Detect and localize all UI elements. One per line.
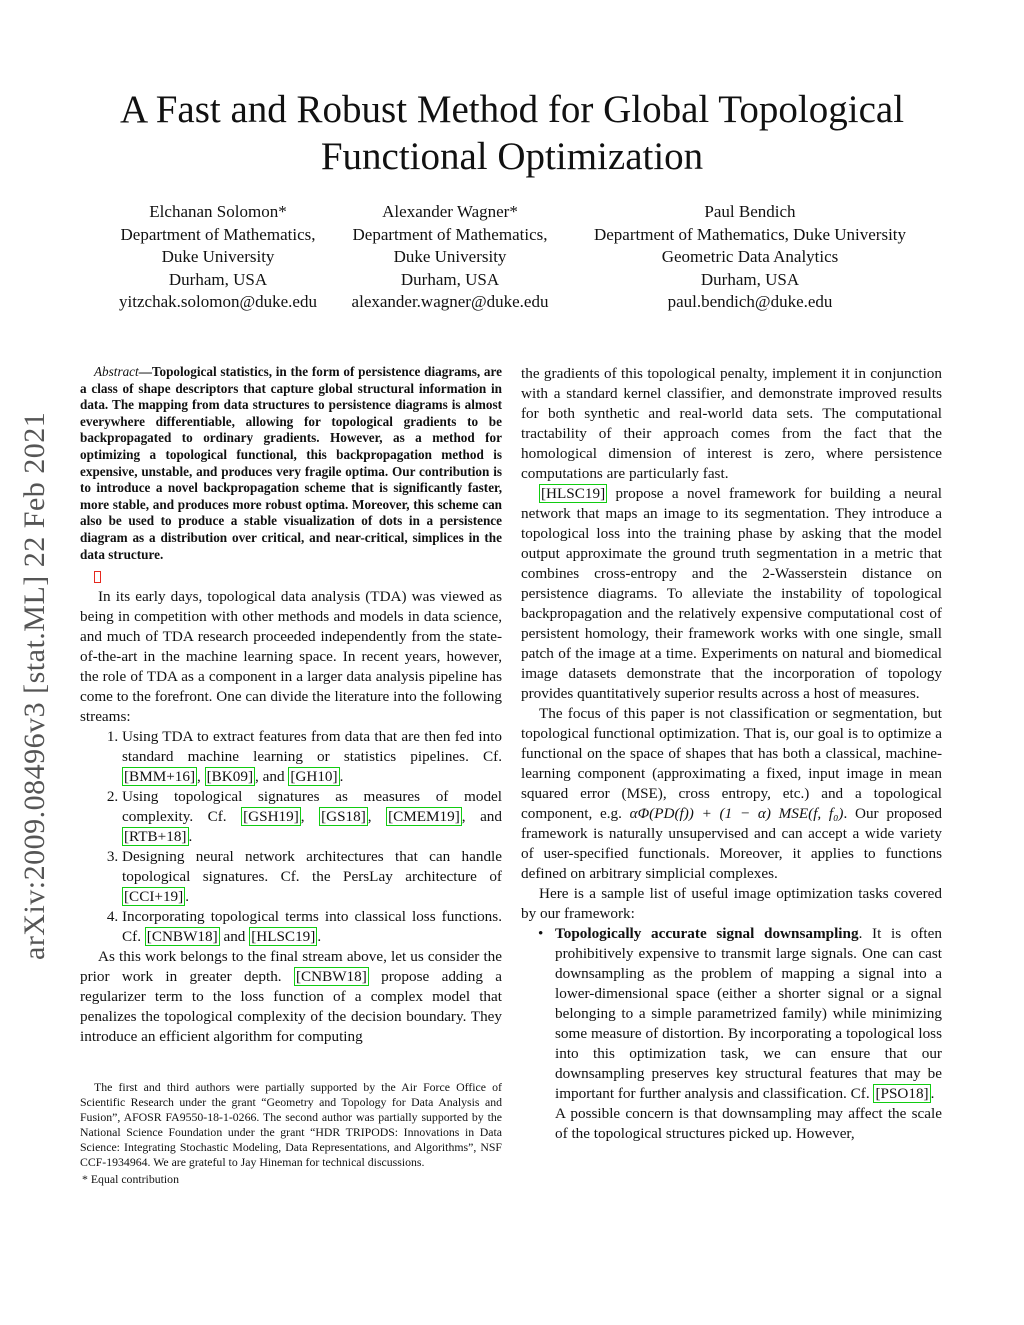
citation-link[interactable]: [CNBW18] <box>295 968 367 986</box>
paragraph-text: propose adding a regularizer term to the loss function of a complex model that penalizes the topological complexity of the decision boundary. They introduce an efficient algorithm for computing <box>80 968 502 1046</box>
right-column <box>521 364 942 1144</box>
list-item-text: Using TDA to extract features from data that are then fed into standard machine learning or statistics pipelines. Cf. <box>122 728 502 766</box>
list-item: 2. Using topological signatures as measures of model complexity. Cf. [GSH19] , [GS18] , [CMEM19] , and [RTB+18] . <box>122 787 502 847</box>
right-paragraph-2 <box>521 484 942 704</box>
author-email: alexander.wagner@duke.edu <box>351 292 549 311</box>
paragraph-text: The focus of this paper is not classification or segmentation, but topological functional optimization. That is, our goal is to optimize a functional on the space of shapes that has both a classical, machine-learning component (approximating a fixed, input image in mean squared error (MSE), cross entropy, etc.) and a topological component, e.g. <box>521 705 942 822</box>
equal-contribution-footnote: * Equal contribution <box>82 1172 179 1186</box>
author-institution: Duke University <box>393 247 507 266</box>
author-department: Department of Mathematics, Duke University <box>593 224 907 244</box>
paragraph-text: propose a novel framework for building a neural network that maps an image to its segmentation. They introduce a topological loss into the training phase by asking that the model output approximate the ground truth segmentation in a metric that combines cross-entropy and the 2-Wasserstein distance on persistence diagrams. To alleviate the instability of topological backpropagation and the relatively expensive computational cost of persistent homology, their framework works with one single, small patch of the image at a time. Experiments on natural and biomedical image datasets demonstrate that the incorporation of topology provides quantitatively superior results across a host of measures. <box>521 485 942 702</box>
author-institution: Duke University <box>161 247 275 266</box>
list-item-text: Using topological signatures as measures of model complexity. Cf. <box>122 788 502 826</box>
bullet-icon: • <box>538 925 544 942</box>
citation-link[interactable]: [CMEM19] <box>388 808 460 826</box>
arxiv-identifier: arXiv:2009.08496v3 [stat.ML] 22 Feb 2021 <box>18 411 51 960</box>
abstract-label: Abstract <box>94 364 139 379</box>
abstract-text: —Topological statistics, in the form of persistence diagrams, are a class of shape descriptors that capture global structural information in data. The mapping from data structures to persistence diagrams is almost everywhere differentiable, allowing for topological gradients to be backpropagated to ordinary gradients. However, as a method for optimizing a topological functional, this backpropagation method is expensive, unstable, and produces very fragile optima. Our contribution is to introduce a novel backpropagation scheme that is significantly faster, more stable, and produces more robust optima. Moreover, this scheme can also be used to produce a stable visualization of dots in a persistence diagram as a distribution over critical, and near-critical, simplices in the data structure. <box>80 364 502 562</box>
citation-link[interactable]: [HLSC19] <box>251 928 316 946</box>
paper-title: A Fast and Robust Method for Global Topological Functional Optimization <box>119 88 905 178</box>
literature-streams-list <box>80 727 502 947</box>
citation-link[interactable]: [CCI+19] <box>124 888 184 906</box>
tasks-list <box>521 924 942 1104</box>
list-item-text: , and <box>461 808 502 826</box>
right-paragraph-3 <box>521 704 942 884</box>
citation-link[interactable]: [PSO18] <box>875 1085 929 1102</box>
funding-footnote: The first and third authors were partially supported by the Air Force Office of Scientific Research under the grant “Geometry and Topology for Data Analysis and Fusion”, AFOSR FA9550-18-1-0266. The second author was partially supported by the National Science Foundation under the grant “HDR TRIPODS: Innovations in Data Science: Integrating Stochastic Modeling, Data Representations, and Algorithms”, NSF CCF-1934964. We are grateful to Jay Hineman for technical discussions. <box>80 1080 502 1169</box>
author-name: Paul Bendich <box>704 202 796 221</box>
footnote <box>80 1080 502 1187</box>
intro-paragraph-2 <box>80 947 502 1047</box>
left-column <box>80 364 502 1047</box>
list-item-text: Designing neural network architectures that can handle topological signatures. Cf. the PersLay architecture of <box>122 848 502 886</box>
list-item: • Topologically accurate signal downsampling. It is often prohibitively expensive to transmit large signals. One can cast downsampling as the problem of mapping a signal into a lower-dimensional space (either a shorter signal or a signal belonging to a simple parametrized family) while minimizing some measure of distortion. By incorporating a topological loss into this optimization task, we can ensure that our downsampling preserves key structural features that may be important for further analysis and classification. Cf. [PSO18] . <box>538 925 942 1102</box>
author-block-3 <box>565 201 935 314</box>
task-title: Topologically accurate signal downsampling <box>555 925 859 942</box>
abstract <box>80 364 502 563</box>
list-item-text: , and <box>255 768 289 786</box>
author-department: Department of Mathematics, <box>352 224 548 244</box>
list-item-text: and <box>219 928 250 946</box>
author-name: Elchanan Solomon* <box>149 202 287 221</box>
citation-link[interactable]: [GSH19] <box>243 808 299 826</box>
annotation-marker-icon <box>94 571 101 583</box>
right-paragraph-4: Here is a sample list of useful image optimization tasks covered by our framework: <box>521 885 942 922</box>
intro-paragraph-1: In its early days, topological data analysis (TDA) was viewed as being in competition with other methods and models in data science, and much of TDA research proceeded independently from the state-of-the-art in the machine learning space. In recent years, however, the role of TDA as a component in a larger data analysis pipeline has come to the forefront. One can divide the literature into the following streams: <box>80 588 502 726</box>
citation-link[interactable]: [BK09] <box>206 768 254 786</box>
author-city: Durham, USA <box>168 269 268 289</box>
list-item: 1. Using TDA to extract features from data that are then fed into standard machine learning or statistics pipelines. Cf. [BMM+16] , [BK09] , and [GH10] . <box>122 727 502 787</box>
citation-link[interactable]: [RTB+18] <box>124 828 187 846</box>
list-item-text: . It is often prohibitively expensive to transmit large signals. One can cast downsampling as the problem of mapping a signal into a lower-dimensional space (either a shorter signal or a signal belonging to a simple parametrized family) while minimizing some measure of distortion. By incorporating a topological loss into this optimization task, we can ensure that our downsampling preserves key structural features that may be important for further analysis and classification. Cf. <box>555 925 942 1102</box>
author-block-1 <box>88 201 348 314</box>
author-department: Department of Mathematics, <box>120 224 316 244</box>
equation: αΦ(PD(f)) + (1 − α) MSE(f, f₀) <box>629 805 844 822</box>
author-institution: Geometric Data Analytics <box>661 247 839 266</box>
right-paragraph-1: the gradients of this topological penalty, implement it in conjunction with a standard kernel classifier, and demonstrate improved results for both synthetic and real-world data sets. The computational tractability of their approach comes from the fact that the homological dimension of interest is zero, where persistence computations are particularly fast. <box>521 365 942 482</box>
citation-link[interactable]: [BMM+16] <box>124 768 196 786</box>
paragraph-text: . Our proposed framework is naturally unsupervised and can accept a wide variety of user-specified functionals. Moreover, it applies to functions defined on arbitrary simplicial complexes. <box>521 805 943 882</box>
author-email: yitzchak.solomon@duke.edu <box>119 292 317 311</box>
citation-link[interactable]: [GH10] <box>290 768 338 786</box>
task-continuation: A possible concern is that downsampling may affect the scale of the topological structures picked up. However, <box>555 1105 942 1142</box>
author-city: Durham, USA <box>400 269 500 289</box>
list-item: 4. Incorporating topological terms into classical loss functions. Cf. [CNBW18] and [HLSC19] . <box>122 907 502 947</box>
author-city: Durham, USA <box>700 269 800 289</box>
paragraph-text: As this work belongs to the final stream above, let us consider the prior work in greater depth. <box>80 948 502 986</box>
citation-link[interactable]: [HLSC19] <box>541 485 606 502</box>
author-email: paul.bendich@duke.edu <box>667 292 833 311</box>
list-item-text: Incorporating topological terms into classical loss functions. Cf. <box>122 908 502 946</box>
author-name: Alexander Wagner* <box>382 202 518 221</box>
citation-link[interactable]: [GS18] <box>321 808 366 826</box>
author-block-2 <box>335 201 565 314</box>
citation-link[interactable]: [CNBW18] <box>146 928 218 946</box>
list-item: 3. Designing neural network architectures that can handle topological signatures. Cf. the PersLay architecture of [CCI+19] . <box>122 847 502 907</box>
